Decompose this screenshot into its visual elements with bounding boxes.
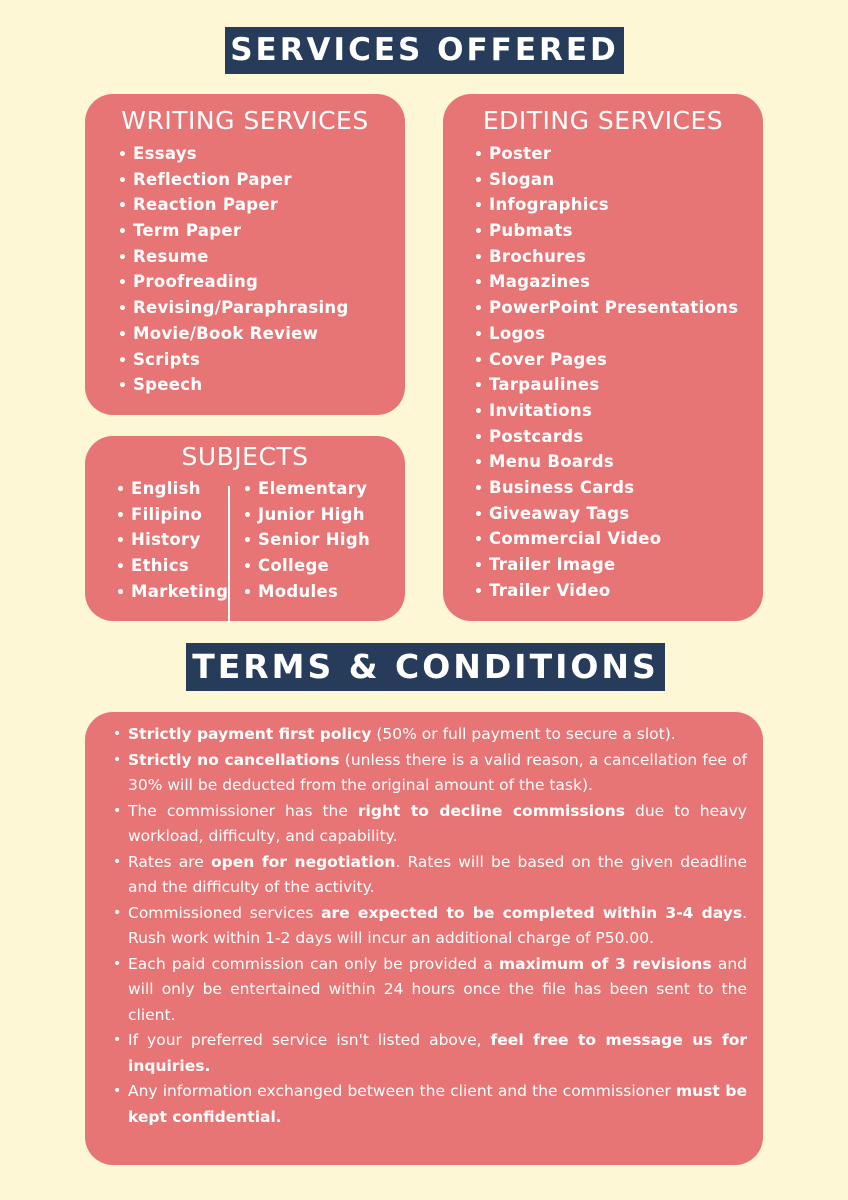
term-emphasis: Strictly no cancellations <box>128 750 340 769</box>
term-item <box>113 901 747 952</box>
editing-service-item: • Cover Pages <box>474 347 738 373</box>
term-item <box>113 1079 747 1130</box>
term-emphasis: maximum of 3 revisions <box>498 954 712 973</box>
term-text: Rates are <box>128 852 211 871</box>
level-item: • Elementary <box>243 476 370 502</box>
term-text: due to heavy workload, difficulty, and capability. <box>128 801 747 845</box>
writing-service-item: • Scripts <box>118 347 349 373</box>
term-item <box>113 850 747 901</box>
editing-services-card <box>443 94 763 621</box>
term-text: . Rush work within 1-2 days will incur an additional charge of P50.00. <box>128 903 747 947</box>
writing-service-item: • Speech <box>118 372 349 398</box>
level-item: • Modules <box>243 579 370 605</box>
editing-services-list <box>474 141 738 603</box>
terms-banner <box>186 643 665 691</box>
term-text: (50% or full payment to secure a slot). <box>371 725 676 743</box>
writing-services-list <box>118 141 349 398</box>
term-emphasis: are expected to be completed within 3-4 days <box>321 903 743 922</box>
terms-title: TERMS & CONDITIONS <box>192 647 659 686</box>
writing-service-item: • Movie/Book Review <box>118 321 349 347</box>
subjects-card <box>85 436 405 621</box>
subjects-right-list <box>243 476 370 604</box>
editing-service-item: • Brochures <box>474 244 738 270</box>
terms-list <box>113 722 747 1130</box>
term-emphasis: open for negotiation <box>210 852 396 871</box>
editing-service-item: • PowerPoint Presentations <box>474 295 738 321</box>
services-offered-title: SERVICES OFFERED <box>230 32 619 68</box>
writing-services-title: WRITING SERVICES <box>121 106 369 135</box>
subjects-left-list <box>116 476 228 604</box>
editing-service-item: • Trailer Video <box>474 578 738 604</box>
level-item: • Junior High <box>243 502 370 528</box>
writing-service-item: • Reflection Paper <box>118 167 349 193</box>
editing-service-item: • Postcards <box>474 424 738 450</box>
term-text: Any information exchanged between the client and the commissioner <box>128 1082 676 1100</box>
term-item <box>113 1028 747 1079</box>
services-offered-banner <box>225 27 624 74</box>
term-text: If your preferred service isn't listed above, <box>128 1031 491 1049</box>
subject-item: • English <box>116 476 228 502</box>
editing-service-item: • Logos <box>474 321 738 347</box>
editing-service-item: • Giveaway Tags <box>474 501 738 527</box>
term-emphasis: feel free to message us for inquiries. <box>128 1031 747 1075</box>
writing-services-card <box>85 94 405 415</box>
subject-item: • History <box>116 527 228 553</box>
term-text: The commissioner has the <box>128 801 358 820</box>
term-text: Each paid commission can only be provided a <box>128 954 499 973</box>
term-text: Commissioned services <box>128 903 322 922</box>
editing-service-item: • Pubmats <box>474 218 738 244</box>
editing-service-item: • Trailer Image <box>474 552 738 578</box>
editing-service-item: • Magazines <box>474 269 738 295</box>
term-text: (unless there is a valid reason, a cancellation fee of 30% will be deducted from the original amount of the task). <box>128 750 748 794</box>
writing-service-item: • Resume <box>118 244 349 270</box>
term-item <box>113 952 747 1029</box>
term-item <box>113 722 747 748</box>
editing-service-item: • Invitations <box>474 398 738 424</box>
writing-service-item: • Reaction Paper <box>118 192 349 218</box>
term-emphasis: must be kept confidential. <box>128 1082 747 1126</box>
subject-item: • Marketing <box>116 579 228 605</box>
subject-item: • Filipino <box>116 502 228 528</box>
editing-service-item: • Commercial Video <box>474 526 738 552</box>
level-item: • Senior High <box>243 527 370 553</box>
writing-service-item: • Term Paper <box>118 218 349 244</box>
subjects-divider <box>228 486 230 621</box>
editing-service-item: • Business Cards <box>474 475 738 501</box>
writing-service-item: • Essays <box>118 141 349 167</box>
terms-card <box>85 712 763 1165</box>
level-item: • College <box>243 553 370 579</box>
editing-services-title: EDITING SERVICES <box>482 106 724 135</box>
term-text: and will only be entertained within 24 hours once the file has been sent to the client. <box>128 954 747 1024</box>
editing-service-item: • Poster <box>474 141 738 167</box>
writing-service-item: • Proofreading <box>118 269 349 295</box>
subject-item: • Ethics <box>116 553 228 579</box>
term-item <box>113 799 747 850</box>
term-item <box>113 748 747 799</box>
term-emphasis: right to decline commissions <box>357 801 625 820</box>
editing-service-item: • Menu Boards <box>474 449 738 475</box>
editing-service-item: • Tarpaulines <box>474 372 738 398</box>
term-emphasis: Strictly payment first policy <box>128 725 372 743</box>
term-text: . Rates will be based on the given deadline and the difficulty of the activity. <box>128 852 747 896</box>
editing-service-item: • Infographics <box>474 192 738 218</box>
editing-service-item: • Slogan <box>474 167 738 193</box>
writing-service-item: • Revising/Paraphrasing <box>118 295 349 321</box>
subjects-title: SUBJECTS <box>181 442 309 471</box>
